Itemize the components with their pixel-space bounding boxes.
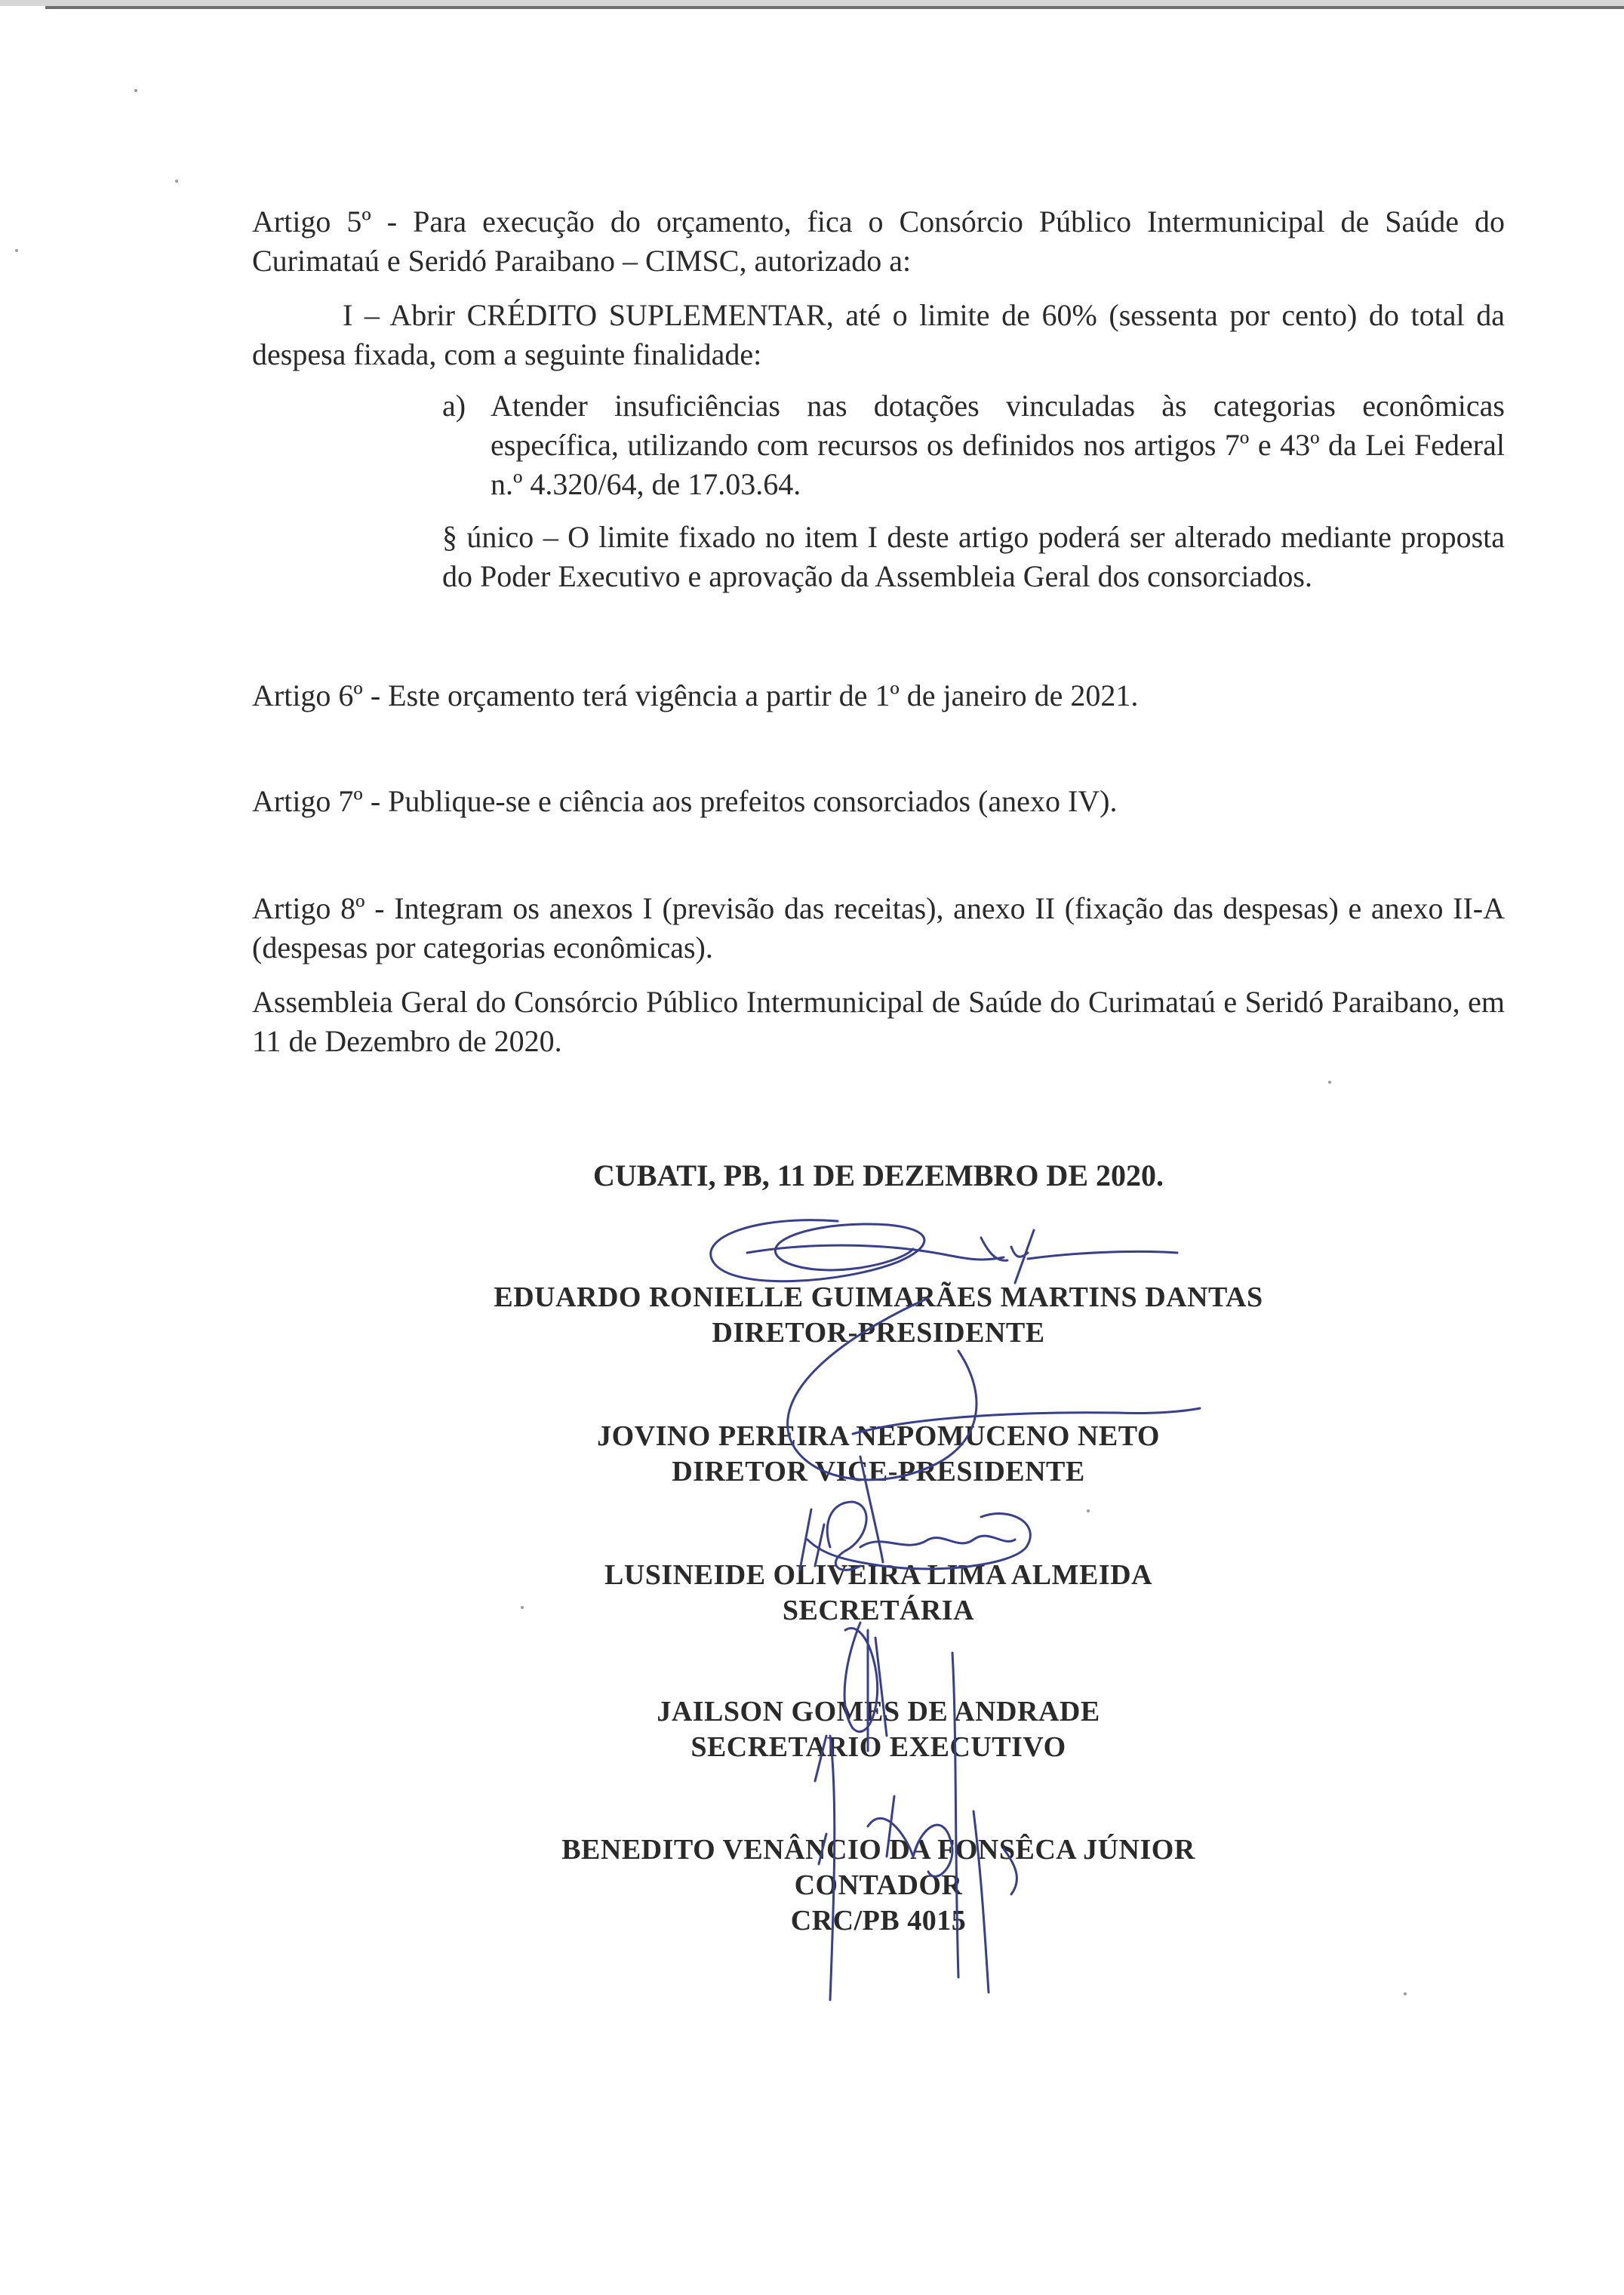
signatory-registration: CRC/PB 4015 xyxy=(790,1905,967,1937)
item-a-text: Atender insuficiências nas dotações vinculadas às categorias econômicas específica, utilizando com recursos os definidos nos artigos 7º e 43º da Lei Federal n.º 4.320/64, de 17.03.64. xyxy=(491,389,1505,501)
article-6: Artigo 6º - Este orçamento terá vigência a partir de 1º de janeiro de 2021. xyxy=(252,678,1139,712)
signatory-name: JAILSON GOMES DE ANDRADE xyxy=(657,1696,1100,1727)
article-5-item-i: I – Abrir CRÉDITO SUPLEMENTAR, até o limite de 60% (sessenta por cento) do total da despesa fixada, com a seguinte finalidade: xyxy=(252,298,1505,371)
scan-speck xyxy=(1328,1081,1331,1084)
article-5-item-a xyxy=(442,386,1505,504)
signatory-role: SECRETARIO EXECUTIVO xyxy=(691,1731,1066,1763)
signatory-role: DIRETOR VICE-PRESIDENTE xyxy=(672,1456,1085,1487)
signatory-role: SECRETÁRIA xyxy=(782,1595,975,1626)
scan-speck xyxy=(1087,1509,1090,1512)
scan-speck xyxy=(175,180,178,183)
signatory-block xyxy=(252,1832,1505,1939)
scan-speck xyxy=(134,89,137,92)
signatory-block xyxy=(252,1419,1505,1490)
signatory-role: DIRETOR-PRESIDENTE xyxy=(712,1317,1045,1349)
article-5-intro: Artigo 5º - Para execução do orçamento, fica o Consórcio Público Intermunicipal de Saúde do Curimataú e Seridó Paraibano – CIMSC, autorizado a: xyxy=(252,205,1505,278)
scan-speck xyxy=(1404,1992,1407,1995)
paragrafo-unico: § único – O limite fixado no item I deste artigo poderá ser alterado mediante proposta do Poder Executivo e aprovação da Assembleia Geral dos consorciados. xyxy=(442,520,1505,593)
assembly-statement: Assembleia Geral do Consórcio Público Intermunicipal de Saúde do Curimataú e Seridó Paraibano, em 11 de Dezembro de 2020. xyxy=(252,985,1505,1058)
article-8: Artigo 8º - Integram os anexos I (previsão das receitas), anexo II (fixação das despesas) e anexo II-A (despesas por categorias econômicas). xyxy=(252,891,1505,964)
signatory-block xyxy=(252,1694,1505,1765)
article-7: Artigo 7º - Publique-se e ciência aos prefeitos consorciados (anexo IV). xyxy=(252,784,1118,818)
signatory-name: JOVINO PEREIRA NEPOMUCENO NETO xyxy=(597,1420,1160,1452)
signatory-role: CONTADOR xyxy=(794,1869,963,1901)
scan-edge xyxy=(45,6,1624,9)
signature-jailson xyxy=(815,1623,887,2000)
scan-speck xyxy=(15,249,18,252)
item-a-letter: a) xyxy=(442,389,466,423)
signatory-name: BENEDITO VENÂNCIO DA FONSÊCA JÚNIOR xyxy=(561,1834,1195,1866)
document-body xyxy=(252,202,1505,1061)
signatory-name: LUSINEIDE OLIVEIRA LIMA ALMEIDA xyxy=(604,1559,1153,1591)
signatory-block xyxy=(252,1558,1505,1629)
place-date-line: CUBATI, PB, 11 DE DEZEMBRO DE 2020. xyxy=(592,1158,1164,1192)
signatory-name: EDUARDO RONIELLE GUIMARÃES MARTINS DANTAS xyxy=(494,1281,1263,1313)
scan-edge-shadow xyxy=(0,0,1624,6)
signature-eduardo xyxy=(711,1220,1177,1283)
signatory-block xyxy=(252,1280,1505,1351)
scan-speck xyxy=(521,1606,524,1609)
